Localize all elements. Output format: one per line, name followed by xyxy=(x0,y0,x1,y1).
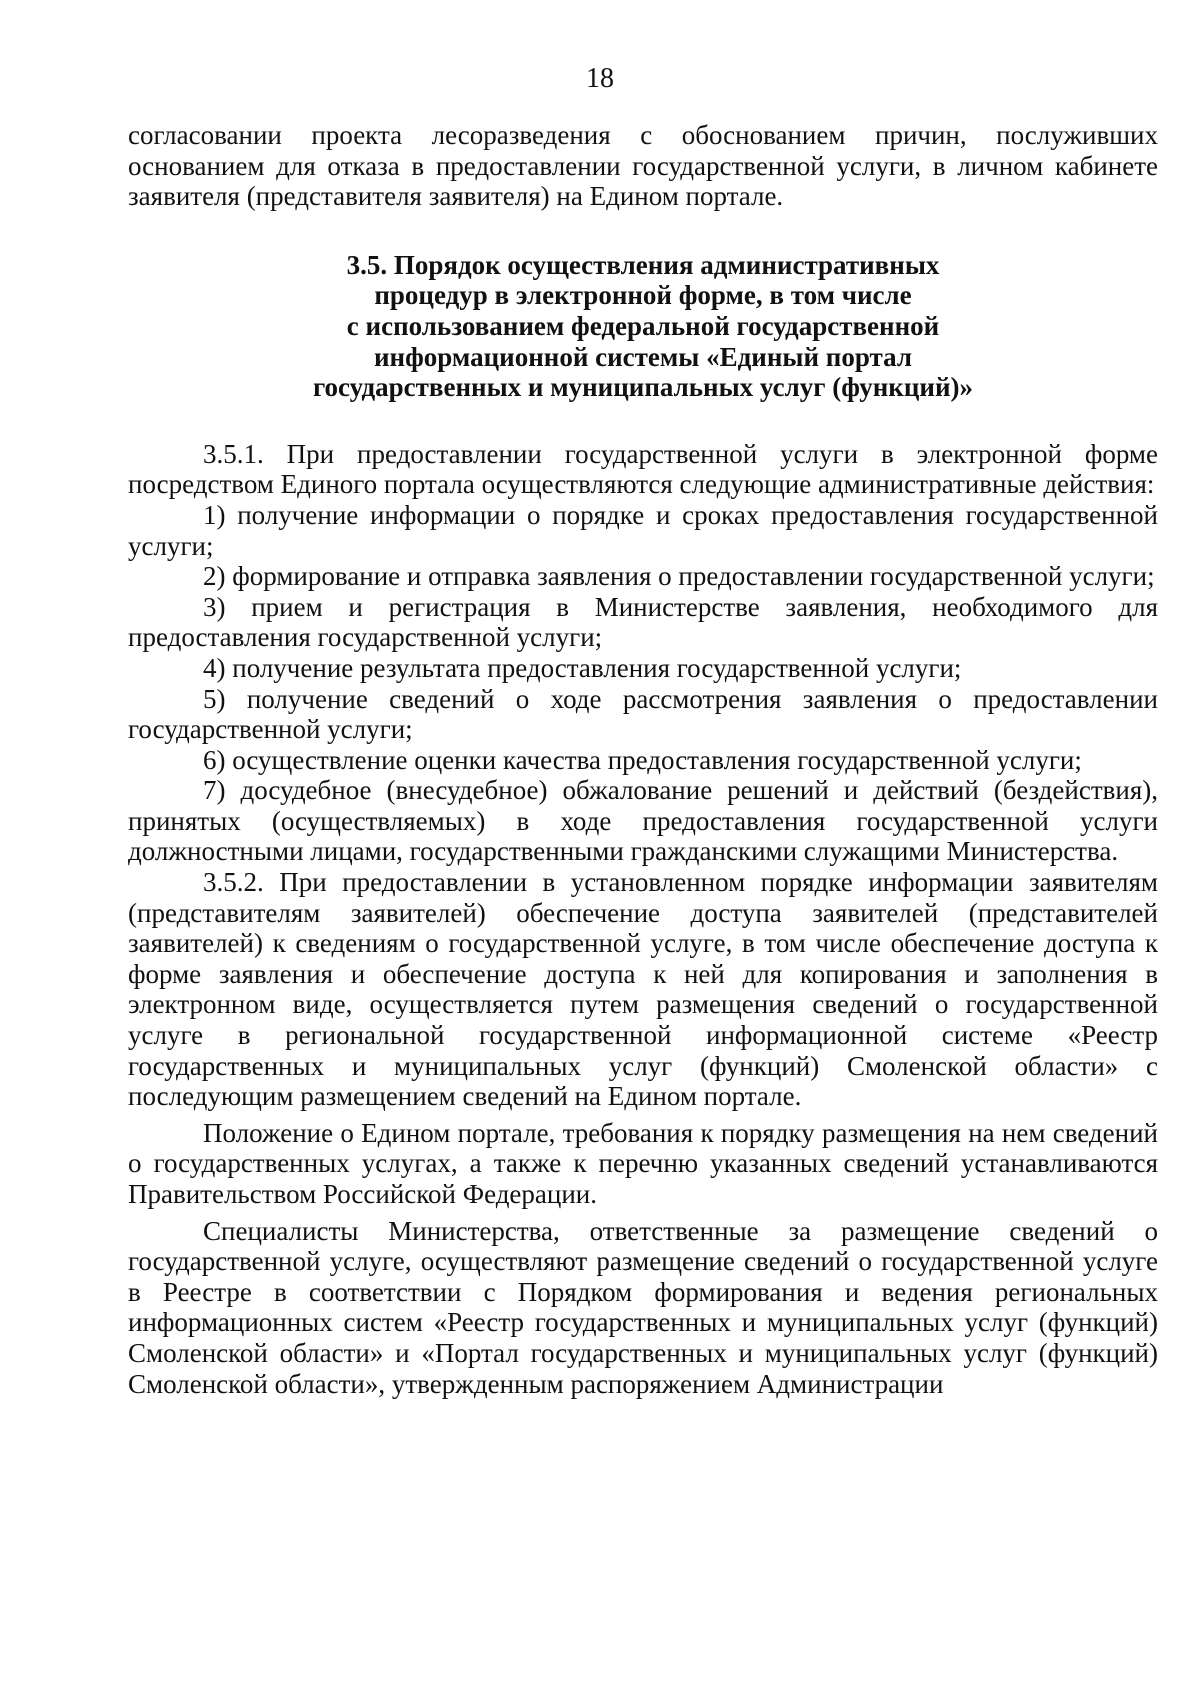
list-item: 7) досудебное (внесудебное) обжалование решений и действий (бездействия), принятых (осуществляемых) в ходе предоставления государственной услуги должностными лицами, государственными гражданскими служащими Министерства. xyxy=(128,775,1158,867)
list-item: 5) получение сведений о ходе рассмотрения заявления о предоставлении государственной услуги; xyxy=(128,683,1158,745)
page-number: 18 xyxy=(586,63,614,94)
section-heading-line: информационной системы «Единый портал xyxy=(374,341,912,372)
list-item: 1) получение информации о порядке и сроках предоставления государственной услуги; xyxy=(128,499,1158,561)
document-body xyxy=(128,120,1158,1399)
section-heading xyxy=(128,250,1158,403)
paragraph-3-5-2: 3.5.2. При предоставлении в установленном порядке информации заявителям (представителям заявителей) обеспечение доступа заявителей (представителей заявителей) к сведениям о государственной услуге, в том числе обеспечение доступа к форме заявления и обеспечение доступа к ней для копирования и заполнения в электронном виде, осуществляется путем размещения сведений о государственной услуге в региональной государственной информационной системе «Реестр государственных и муниципальных услуг (функций) Смоленской области» с последующим размещением сведений на Едином портале. xyxy=(128,867,1158,1112)
list-item: 2) формирование и отправка заявления о предоставлении государственной услуги; xyxy=(203,561,1155,592)
paragraph-specialists: Специалисты Министерства, ответственные за размещение сведений о государственной услуге, осуществляют размещение сведений о государственной услуге в Реестре в соответствии с Порядком формирования и ведения региональных информационных систем «Реестр государственных и муниципальных услуг (функций) Смоленской области» и «Портал государственных и муниципальных услуг (функций) Смоленской области», утвержденным распоряжением Администрации xyxy=(128,1215,1158,1399)
section-heading-line: процедур в электронной форме, в том числе xyxy=(374,280,912,311)
list-item: 6) осуществление оценки качества предоставления государственной услуги; xyxy=(203,744,1082,775)
paragraph-3-5-1: 3.5.1. При предоставлении государственной услуги в электронной форме посредством Единого портала осуществляются следующие административные действия: xyxy=(128,438,1158,500)
section-heading-line: 3.5. Порядок осуществления административных xyxy=(346,249,940,280)
list-item: 4) получение результата предоставления государственной услуги; xyxy=(203,652,962,683)
paragraph-regulation: Положение о Едином портале, требования к порядку размещения на нем сведений о государственных услугах, а также к перечню указанных сведений устанавливаются Правительством Российской Федерации. xyxy=(128,1117,1158,1209)
intro-paragraph: согласовании проекта лесоразведения с обоснованием причин, послуживших основанием для отказа в предоставлении государственной услуги, в личном кабинете заявителя (представителя заявителя) на Едином портале. xyxy=(128,120,1158,212)
section-heading-line: государственных и муниципальных услуг (функций)» xyxy=(312,372,974,403)
list-item: 3) прием и регистрация в Министерстве заявления, необходимого для предоставления государственной услуги; xyxy=(128,591,1158,653)
section-heading-line: с использованием федеральной государственной xyxy=(346,310,940,341)
